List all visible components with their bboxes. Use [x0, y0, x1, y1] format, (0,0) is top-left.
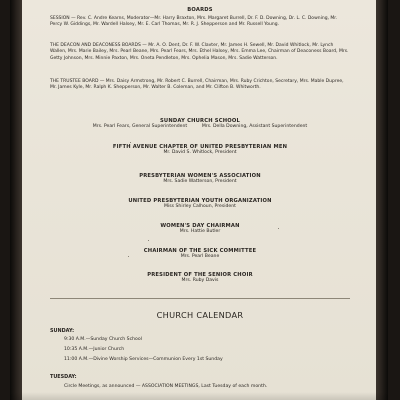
tuesday-item: Circle Meetings, as announced — ASSOCIATION MEETINGS, Last Tuesday of each month. — [64, 384, 268, 389]
org-senior-choir — [50, 272, 350, 284]
sunday-item: 10:35 A.M.—Junior Church — [64, 347, 125, 352]
org-title: FIFTH AVENUE CHAPTER OF UNITED PRESBYTERIAN MEN — [112, 144, 288, 150]
org-names: Mr. David S. Whitlock, President — [163, 150, 237, 155]
deacon-deaconess-paragraph: THE DEACON AND DEACONESS BOARDS — Mr. A. O. Dent, Dr. F. W. Clavter, Mr. James H. Sewell, Mr. David Whitlock, Mr. Lynch Wallen, Mrs. Marie Bailey, Mrs. Pearl Beane, Mrs. Pearl Fears, Mrs. Ethel Halsey, Mrs. Emma Lee, Chairman of Deaconess Board, Mrs. Getty Johnson, Mrs. Minnie Paxton, Mrs. Oneta Pendleton, Mrs. Ophelia Mason, Mrs. Sadie Watterson. — [50, 43, 349, 61]
paper-speck — [130, 142, 131, 143]
sunday-item: 11:00 A.M.—Divine Worship Services—Communion Every 1st Sunday — [64, 357, 223, 362]
session-paragraph: SESSION — Rev. C. Andre Kearns, Moderator—Mr. Harry Braxton, Mrs. Margaret Burrell, Dr. F. D. Downing, Dr. L. C. Downing, Mr. Percy W. Giddings, Mr. Wardell Halsey, Mr. E. Carl Thomas, Mr. R. J. Shepperson and Mr. Russell Young. — [50, 16, 338, 28]
org-youth-organization — [50, 198, 350, 210]
org-title: WOMEN'S DAY CHAIRMAN — [160, 223, 240, 229]
page-bottom-shadow — [10, 392, 388, 400]
document-page — [10, 0, 388, 400]
left-binding-edge — [10, 0, 22, 400]
org-title: PRESIDENT OF THE SENIOR CHOIR — [147, 272, 253, 278]
org-title: SUNDAY CHURCH SCHOOL — [160, 118, 240, 124]
org-womens-association — [50, 173, 350, 185]
paper-speck — [278, 228, 279, 229]
paper-speck — [128, 256, 129, 257]
org-sunday-school — [50, 118, 350, 130]
boards-heading: BOARDS — [187, 7, 213, 13]
sunday-item: 9:30 A.M.—Sunday Church School — [64, 337, 142, 342]
sunday-label: SUNDAY: — [50, 328, 75, 334]
calendar-title: CHURCH CALENDAR — [156, 310, 244, 320]
org-names: Mrs. Sadie Watterson, President — [163, 179, 237, 184]
trustee-board-paragraph: THE TRUSTEE BOARD — Mrs. Daisy Armstrong, Mr. Robert C. Burrell, Chairman, Mrs. Ruby Crichton, Secretary, Mrs. Mable Dupree, Mr. James Kyle, Mr. Ralph K. Shepperson, Mr. Walter B. Coleman, and Mr. Clifton B. Whitworth. — [50, 79, 344, 91]
section-divider — [50, 298, 350, 299]
org-names: Miss Shirley Calhoun, President — [164, 204, 236, 209]
org-presbyterian-men — [50, 144, 350, 156]
org-womens-day — [50, 223, 350, 235]
org-names: Mrs. Pearl Beane — [180, 254, 220, 259]
org-names: Mrs. Pearl Fears, General Superintendent Mrs. Della Downing, Assistant Superintendent — [92, 124, 308, 129]
org-title: UNITED PRESBYTERIAN YOUTH ORGANIZATION — [128, 198, 272, 204]
tuesday-label: TUESDAY: — [50, 374, 77, 380]
org-names: Mrs. Ruby Davis — [181, 278, 219, 283]
org-title: PRESBYTERIAN WOMEN'S ASSOCIATION — [139, 173, 261, 179]
paper-speck — [148, 240, 149, 241]
org-names: Mrs. Hattie Butler — [179, 229, 221, 234]
right-binding-edge — [376, 0, 388, 400]
org-title: CHAIRMAN OF THE SICK COMMITTEE — [143, 248, 257, 254]
org-sick-committee — [50, 248, 350, 260]
page-content — [50, 0, 350, 400]
